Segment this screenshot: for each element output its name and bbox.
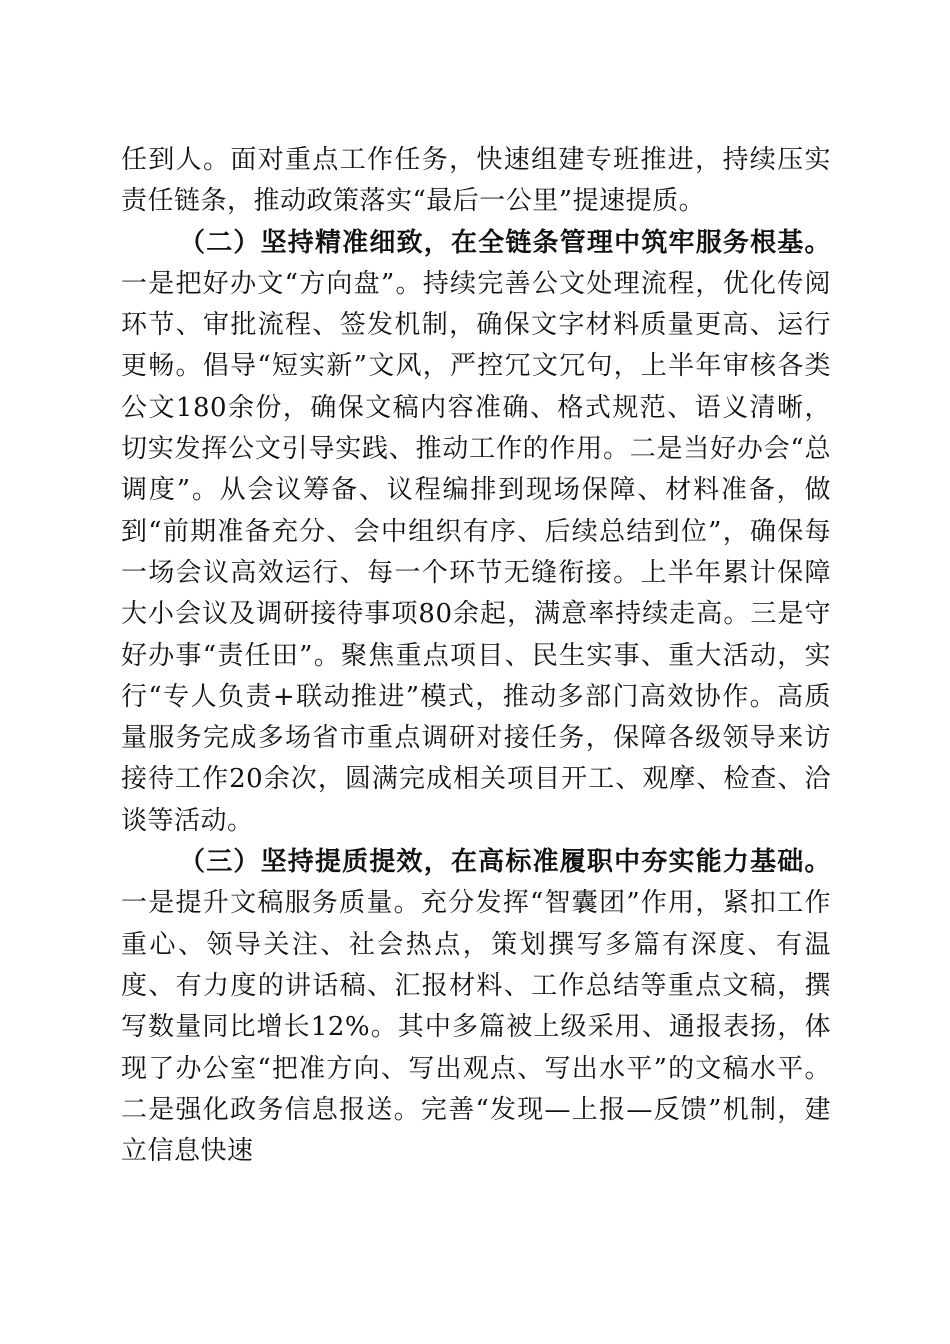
paragraph-2-heading: （二）坚持精准细致，在全链条管理中筑牢服务根基。	[179, 227, 831, 258]
paragraph-2	[121, 223, 831, 842]
paragraph-3-heading: （三）坚持提质提效，在高标准履职中夯实能力基础。	[179, 847, 831, 878]
document-body	[121, 140, 831, 1172]
paragraph-1	[121, 140, 831, 223]
paragraph-1-text: 任到人。面对重点工作任务，快速组建专班推进，持续压实责任链条，推动政策落实“最后一公里”提速提质。	[121, 145, 831, 217]
paragraph-2-text: 一是把好办文“方向盘”。持续完善公文处理流程，优化传阅环节、审批流程、签发机制，确保文字材料质量更高、运行更畅。倡导“短实新”文风，严控冗文冗句，上半年审核各类公文180余份，确保文稿内容准确、格式规范、语义清晰，切实发挥公文引导实践、推动工作的作用。二是当好办会“总调度”。从会议筹备、议程编排到现场保障、材料准备，做到“前期准备充分、会中组织有序、后续总结到位”，确保每一场会议高效运行、每一个环节无缝衔接。上半年累计保障大小会议及调研接待事项80余起，满意率持续走高。三是守好办事“责任田”。聚焦重点项目、民生实事、重大活动，实行“专人负责+联动推进”模式，推动多部门高效协作。高质量服务完成多场省市重点调研对接任务，保障各级领导来访接待工作20余次，圆满完成相关项目开工、观摩、检查、洽谈等活动。	[121, 268, 831, 836]
paragraph-3-text: 一是提升文稿服务质量。充分发挥“智囊团”作用，紧扣工作重心、领导关注、社会热点，策划撰写多篇有深度、有温度、有力度的讲话稿、汇报材料、工作总结等重点文稿，撰写数量同比增长12%。其中多篇被上级采用、通报表扬，体现了办公室“把准方向、写出观点、写出水平”的文稿水平。二是强化政务信息报送。完善“发现—上报—反馈”机制，建立信息快速	[121, 888, 831, 1167]
paragraph-3	[121, 842, 831, 1172]
